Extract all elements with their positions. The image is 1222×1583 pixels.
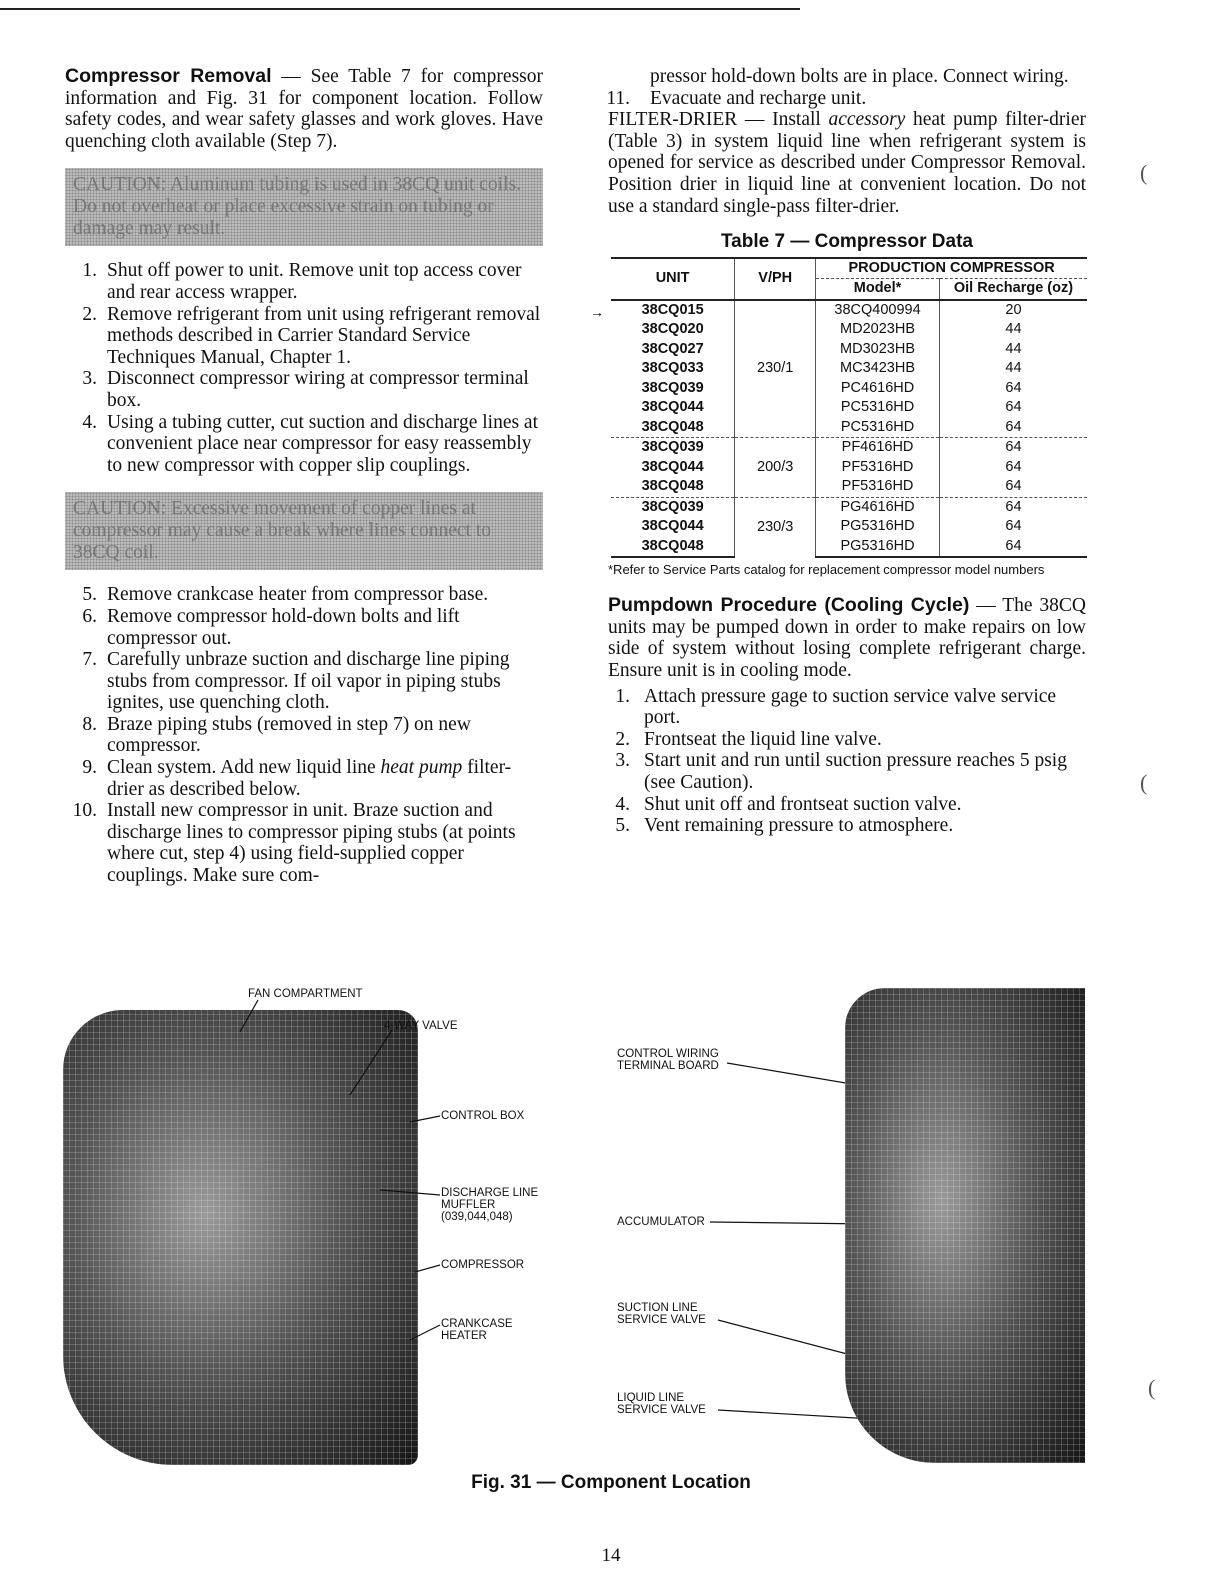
table-row: 38CQ033 MC3423HB 44 [611,359,1087,379]
filter-drier-paragraph: FILTER-DRIER — Install accessory heat pump filter-drier (Table 3) in system liquid line when refrigerant system is opened for service as described under Compressor Removal. Position drier in liquid line at convenient location. Do not use a standard single-pass filter-drier. [608,109,1086,217]
list-item: 8. Braze piping stubs (removed in step 7) on new compressor. [82,713,471,757]
col-vph: V/PH [735,258,816,300]
label-4-way-valve: 4-WAY VALVE [384,1020,458,1032]
table-row: 38CQ015 230/1 38CQ400994 20 [611,300,1087,321]
compressor-removal-intro: — See Table 7 for compressor information and Fig. 31 for component location. Follow safety codes, and wear safety glasses and work gloves. Have quenching cloth available (Step 7). [65,66,543,152]
table-row: 38CQ027 MD3023HB 44 [611,340,1087,360]
compressor-table-wrap [590,257,1086,559]
change-arrow-icon: → [590,305,604,321]
pumpdown-steps [608,686,1086,837]
list-item: pressor hold-down bolts are in place. Connect wiring. [650,66,1069,87]
label-discharge-line-muffler: DISCHARGE LINE MUFFLER (039,044,048) [441,1187,539,1223]
table-row: 38CQ048 PC5316HD 64 [611,418,1087,438]
caution-box-aluminum: CAUTION: Aluminum tubing is used in 38CQ unit coils. Do not overheat or place excessive strain on tubing or damage may result. [65,168,543,246]
list-item: 2. Frontseat the liquid line valve. [615,728,882,750]
figure-caption: Fig. 31 — Component Location [471,1472,751,1493]
col-production-compressor: PRODUCTION COMPRESSOR [816,258,1087,279]
page-number: 14 [601,1545,621,1566]
vph-cell: 200/3 [735,438,816,498]
list-item: 3. Disconnect compressor wiring at compressor terminal box. [82,368,529,411]
table-title: Table 7 — Compressor Data [720,231,973,253]
compressor-removal-paragraph [65,66,543,152]
table-row: 38CQ044 PC5316HD 64 [611,398,1087,418]
label-accumulator: ACCUMULATOR [617,1216,705,1228]
margin-mark: ( [1140,160,1148,185]
list-item: 5. Remove crankcase heater from compressor base. [82,584,489,606]
list-item: 2. Remove refrigerant from unit using refrigerant removal methods described in Carrier Standard Service Techniques Manual, Chapter 1. [82,303,541,368]
list-item: 11. Evacuate and recharge unit. [606,87,867,109]
top-rule [0,8,800,10]
list-item: 7. Carefully unbraze suction and discharge line piping stubs from compressor. If oil vapor in piping stubs ignites, use quenching cloth. [82,649,510,714]
compressor-removal-heading: Compressor Removal [65,65,272,87]
pumpdown-heading: Pumpdown Procedure (Cooling Cycle) [608,594,970,617]
list-item: 9. Clean system. Add new liquid line heat pump filter-drier as described below. [82,757,512,800]
table-row: 38CQ048 PG5316HD 64 [611,537,1087,558]
table-row: 38CQ044 PF5316HD 64 [611,458,1087,478]
list-item: 4. Using a tubing cutter, cut suction and discharge lines at convenient place near compressor for easy reassembly to new compressor with copper slip couplings. [82,411,539,476]
label-control-wiring-terminal-board: CONTROL WIRING TERMINAL BOARD [617,1048,719,1072]
label-crankcase-heater: CRANKCASE HEATER [441,1318,513,1342]
left-column [65,66,543,887]
table-row: 38CQ039 PC4616HD 64 [611,379,1087,399]
margin-mark: ( [1148,1375,1156,1400]
photo-unit-rear [845,988,1085,1463]
table-footnote: *Refer to Service Parts catalog for replacement compressor model numbers [608,562,1045,578]
table-row: 38CQ039 200/3 PF4616HD 64 [611,438,1087,458]
label-liquid-line-service-valve: LIQUID LINE SERVICE VALVE [617,1392,706,1416]
label-control-box: CONTROL BOX [441,1110,525,1122]
col-unit: UNIT [611,258,735,300]
vph-cell: 230/1 [735,300,816,438]
list-item: 1. Shut off power to unit. Remove unit top access cover and rear access wrapper. [82,260,522,303]
removal-steps-continued [608,66,1086,109]
list-item: 4. Shut unit off and frontseat suction valve. [615,793,962,815]
table-row: 38CQ048 PF5316HD 64 [611,477,1087,497]
label-compressor: COMPRESSOR [441,1259,525,1271]
vph-cell: 230/3 [735,497,816,557]
list-item: 1. Attach pressure gage to suction service valve service port. [615,685,1057,729]
right-column [590,66,1086,837]
removal-steps-a [65,260,543,476]
margin-mark: ( [1140,770,1148,795]
list-item: 3. Start unit and run until suction pressure reaches 5 psig (see Caution). [615,750,1067,793]
list-item: 6. Remove compressor hold-down bolts and lift compressor out. [82,605,460,649]
pumpdown-paragraph: Pumpdown Procedure (Cooling Cycle) — The 38CQ units may be pumped down in order to make repairs on low side of system without losing complete refrigerant charge. Ensure unit is in cooling mode. [608,594,1086,682]
label-fan-compartment: FAN COMPARTMENT [248,988,363,1000]
table-row: 38CQ039 230/3 PG4616HD 64 [611,497,1087,517]
list-item: 10. Install new compressor in unit. Braze suction and discharge lines to compressor piping stubs (at points where cut, step 4) using field-supplied copper couplings. Make sure com- [72,800,516,887]
col-oil-recharge: Oil Recharge (oz) [953,280,1074,297]
removal-steps-b [65,584,543,886]
caution-box-copper-lines: CAUTION: Excessive movement of copper lines at compressor may cause a break where lines connect to 38CQ coil. [65,492,543,570]
col-model: Model* [816,279,940,300]
compressor-data-table [611,257,1087,559]
table-row: 38CQ044 PG5316HD 64 [611,517,1087,537]
label-suction-line-service-valve: SUCTION LINE SERVICE VALVE [617,1302,706,1326]
table-row: 38CQ020 MD2023HB 44 [611,320,1087,340]
list-item: 5. Vent remaining pressure to atmosphere. [615,815,954,837]
